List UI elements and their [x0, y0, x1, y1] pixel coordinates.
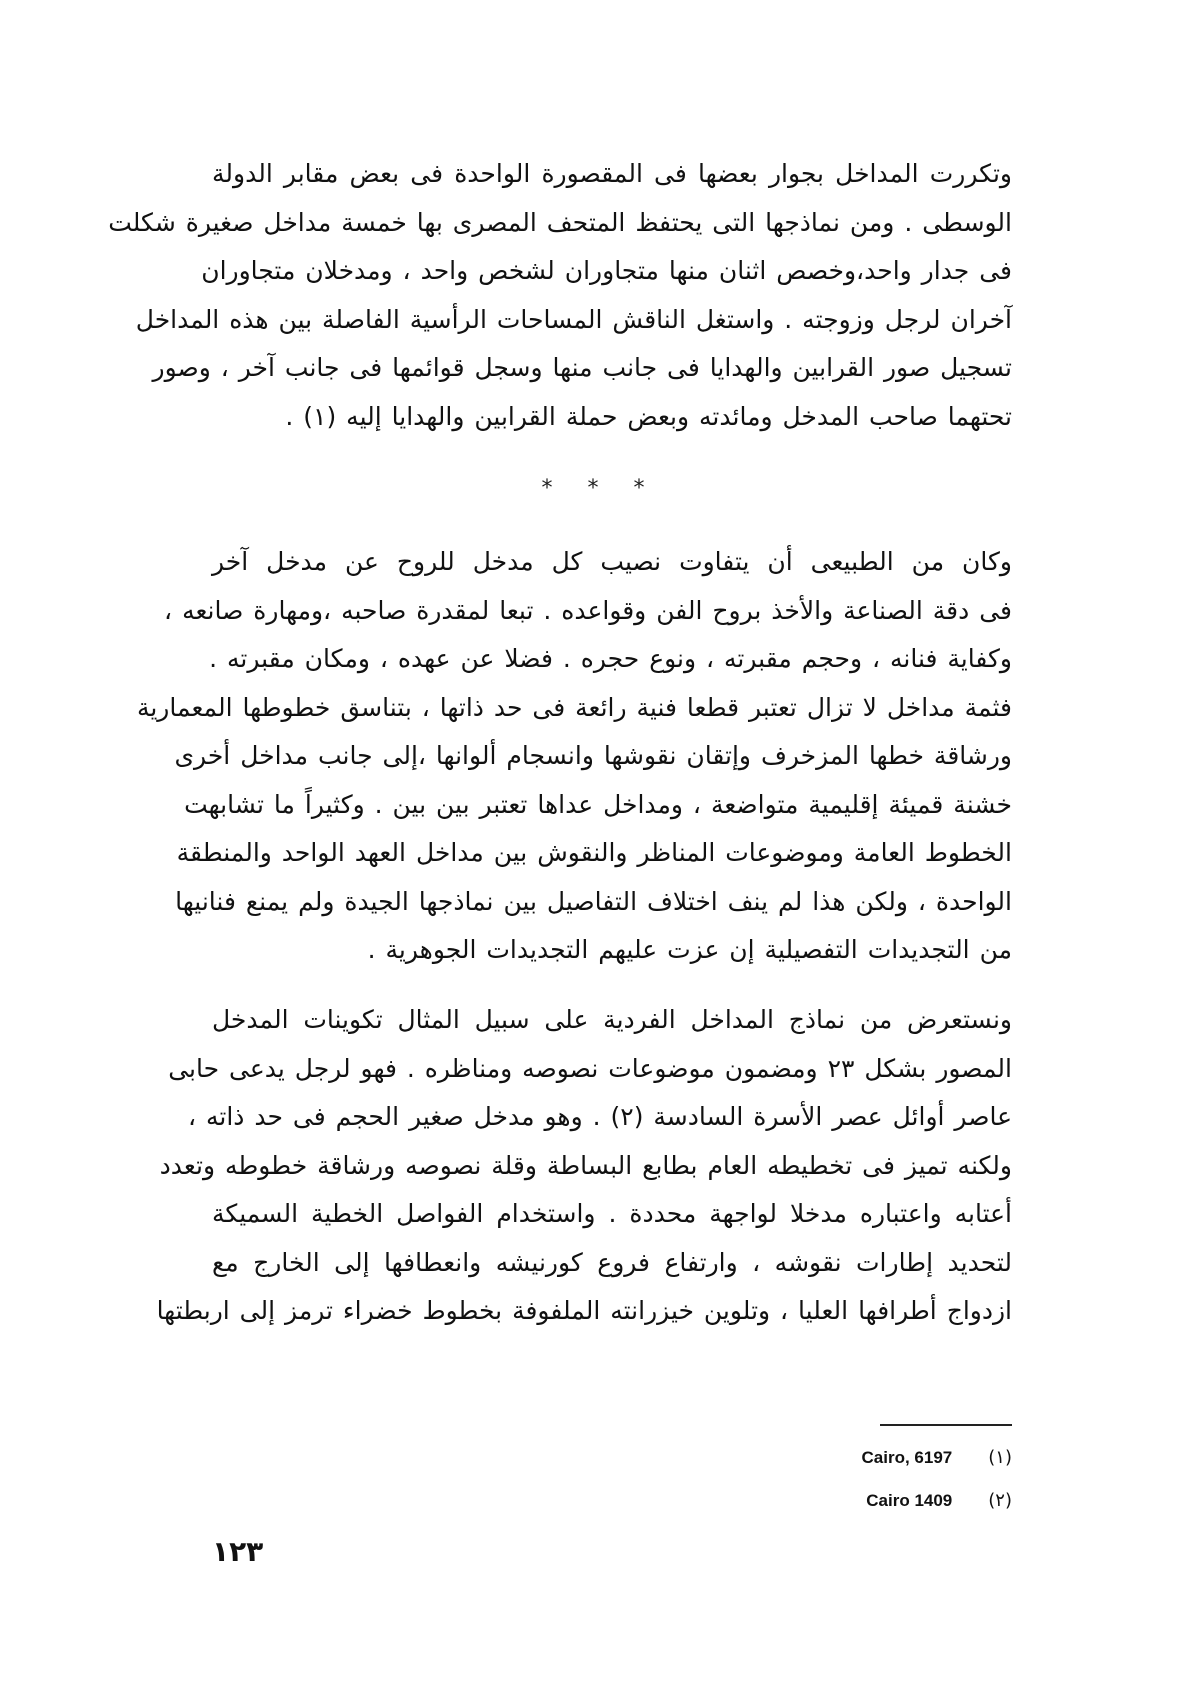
footnote-2: [866, 1490, 1012, 1511]
paragraph-line: المصور بشكل ٢٣ ومضمون موضوعات نصوصه ومناظره . فهو لرجل يدعى حابى: [168, 1053, 1012, 1083]
paragraph-3: [156, 996, 1012, 1336]
paragraph-line: وكان من الطبيعى أن يتفاوت نصيب كل مدخل للروح عن مدخل آخر: [212, 547, 1012, 576]
paragraph-line: ازدواج أطرافها العليا ، وتلوين خيزرانته الملفوفة بخطوط خضراء ترمز إلى اربطتها: [156, 1296, 1012, 1325]
page-number: ١٢٣: [212, 1535, 264, 1568]
footnote-divider: [880, 1424, 1012, 1426]
paragraph-line: الوسطى . ومن نماذجها التى يحتفظ المتحف المصرى بها خمسة مداخل صغيرة شكلت: [108, 207, 1012, 237]
paragraph-line: وتكررت المداخل بجوار بعضها فى المقصورة الواحدة فى بعض مقابر الدولة: [212, 159, 1012, 188]
paragraph-line: خشنة قميئة إقليمية متواضعة ، ومداخل عداها تعتبر بين بين . وكثيراً ما تشابهت: [184, 789, 1012, 819]
section-separator: * * *: [541, 476, 659, 501]
paragraph-line: تحتهما صاحب المدخل ومائدته وبعض حملة القرابين والهدايا إليه (١) .: [285, 401, 1012, 431]
paragraph-line: عاصر أوائل عصر الأسرة السادسة (٢) . وهو مدخل صغير الحجم فى حد ذاته ،: [187, 1102, 1012, 1131]
paragraph-line: ولكنه تميز فى تخطيطه العام بطابع البساطة وقلة نصوصه ورشاقة خطوطه وتعدد: [159, 1150, 1012, 1180]
paragraph-line: لتحديد إطارات نقوشه ، وارتفاع فروع كورنيشه وانعطافها إلى الخارج مع: [212, 1247, 1012, 1277]
footnote-source: Cairo, 6197: [861, 1448, 953, 1467]
paragraph-2: [136, 538, 1012, 975]
paragraph-line: فى جدار واحد،وخصص اثنان منها متجاوران لشخص واحد ، ومدخلان متجاوران: [201, 256, 1012, 285]
paragraph-1: [108, 150, 1012, 441]
paragraph-line: أعتابه واعتباره مدخلا لواجهة محددة . واستخدام الفواصل الخطية السميكة: [212, 1199, 1012, 1228]
paragraph-line: وكفاية فنانه ، وحجم مقبرته ، ونوع حجره . فضلا عن عهده ، ومكان مقبرته .: [209, 644, 1012, 673]
paragraph-line: الواحدة ، ولكن هذا لم ينف اختلاف التفاصيل بين نماذجها الجيدة ولم يمنع فنانيها: [175, 886, 1012, 916]
paragraph-line: فثمة مداخل لا تزال تعتبر قطعا فنية رائعة فى حد ذاتها ، بتناسق خطوطها المعمارية: [136, 692, 1012, 722]
paragraph-line: فى دقة الصناعة والأخذ بروح الفن وقواعده . تبعا لمقدرة صاحبه ،ومهارة صانعه ،: [164, 595, 1012, 625]
paragraph-line: آخران لرجل وزوجته . واستغل الناقش المساحات الرأسية الفاصلة بين هذه المداخل: [135, 304, 1012, 334]
footnote-marker: (١): [988, 1447, 1012, 1468]
paragraph-line: تسجيل صور القرابين والهدايا فى جانب منها وسجل قوائمها فى جانب آخر ، وصور: [152, 353, 1012, 382]
paragraph-line: ونستعرض من نماذج المداخل الفردية على سبيل المثال تكوينات المدخل: [212, 1005, 1012, 1034]
paragraph-line: ورشاقة خطها المزخرف وإتقان نقوشها وانسجام ألوانها ،إلى جانب مداخل أخرى: [174, 741, 1012, 770]
footnote-marker: (٢): [988, 1490, 1012, 1511]
paragraph-line: من التجديدات التفصيلية إن عزت عليهم التجديدات الجوهرية .: [367, 935, 1012, 964]
footnote-1: [862, 1447, 1012, 1468]
footnote-source: Cairo 1409: [866, 1491, 953, 1510]
paragraph-line: الخطوط العامة وموضوعات المناظر والنقوش بين مداخل العهد الواحد والمنطقة: [176, 838, 1012, 867]
